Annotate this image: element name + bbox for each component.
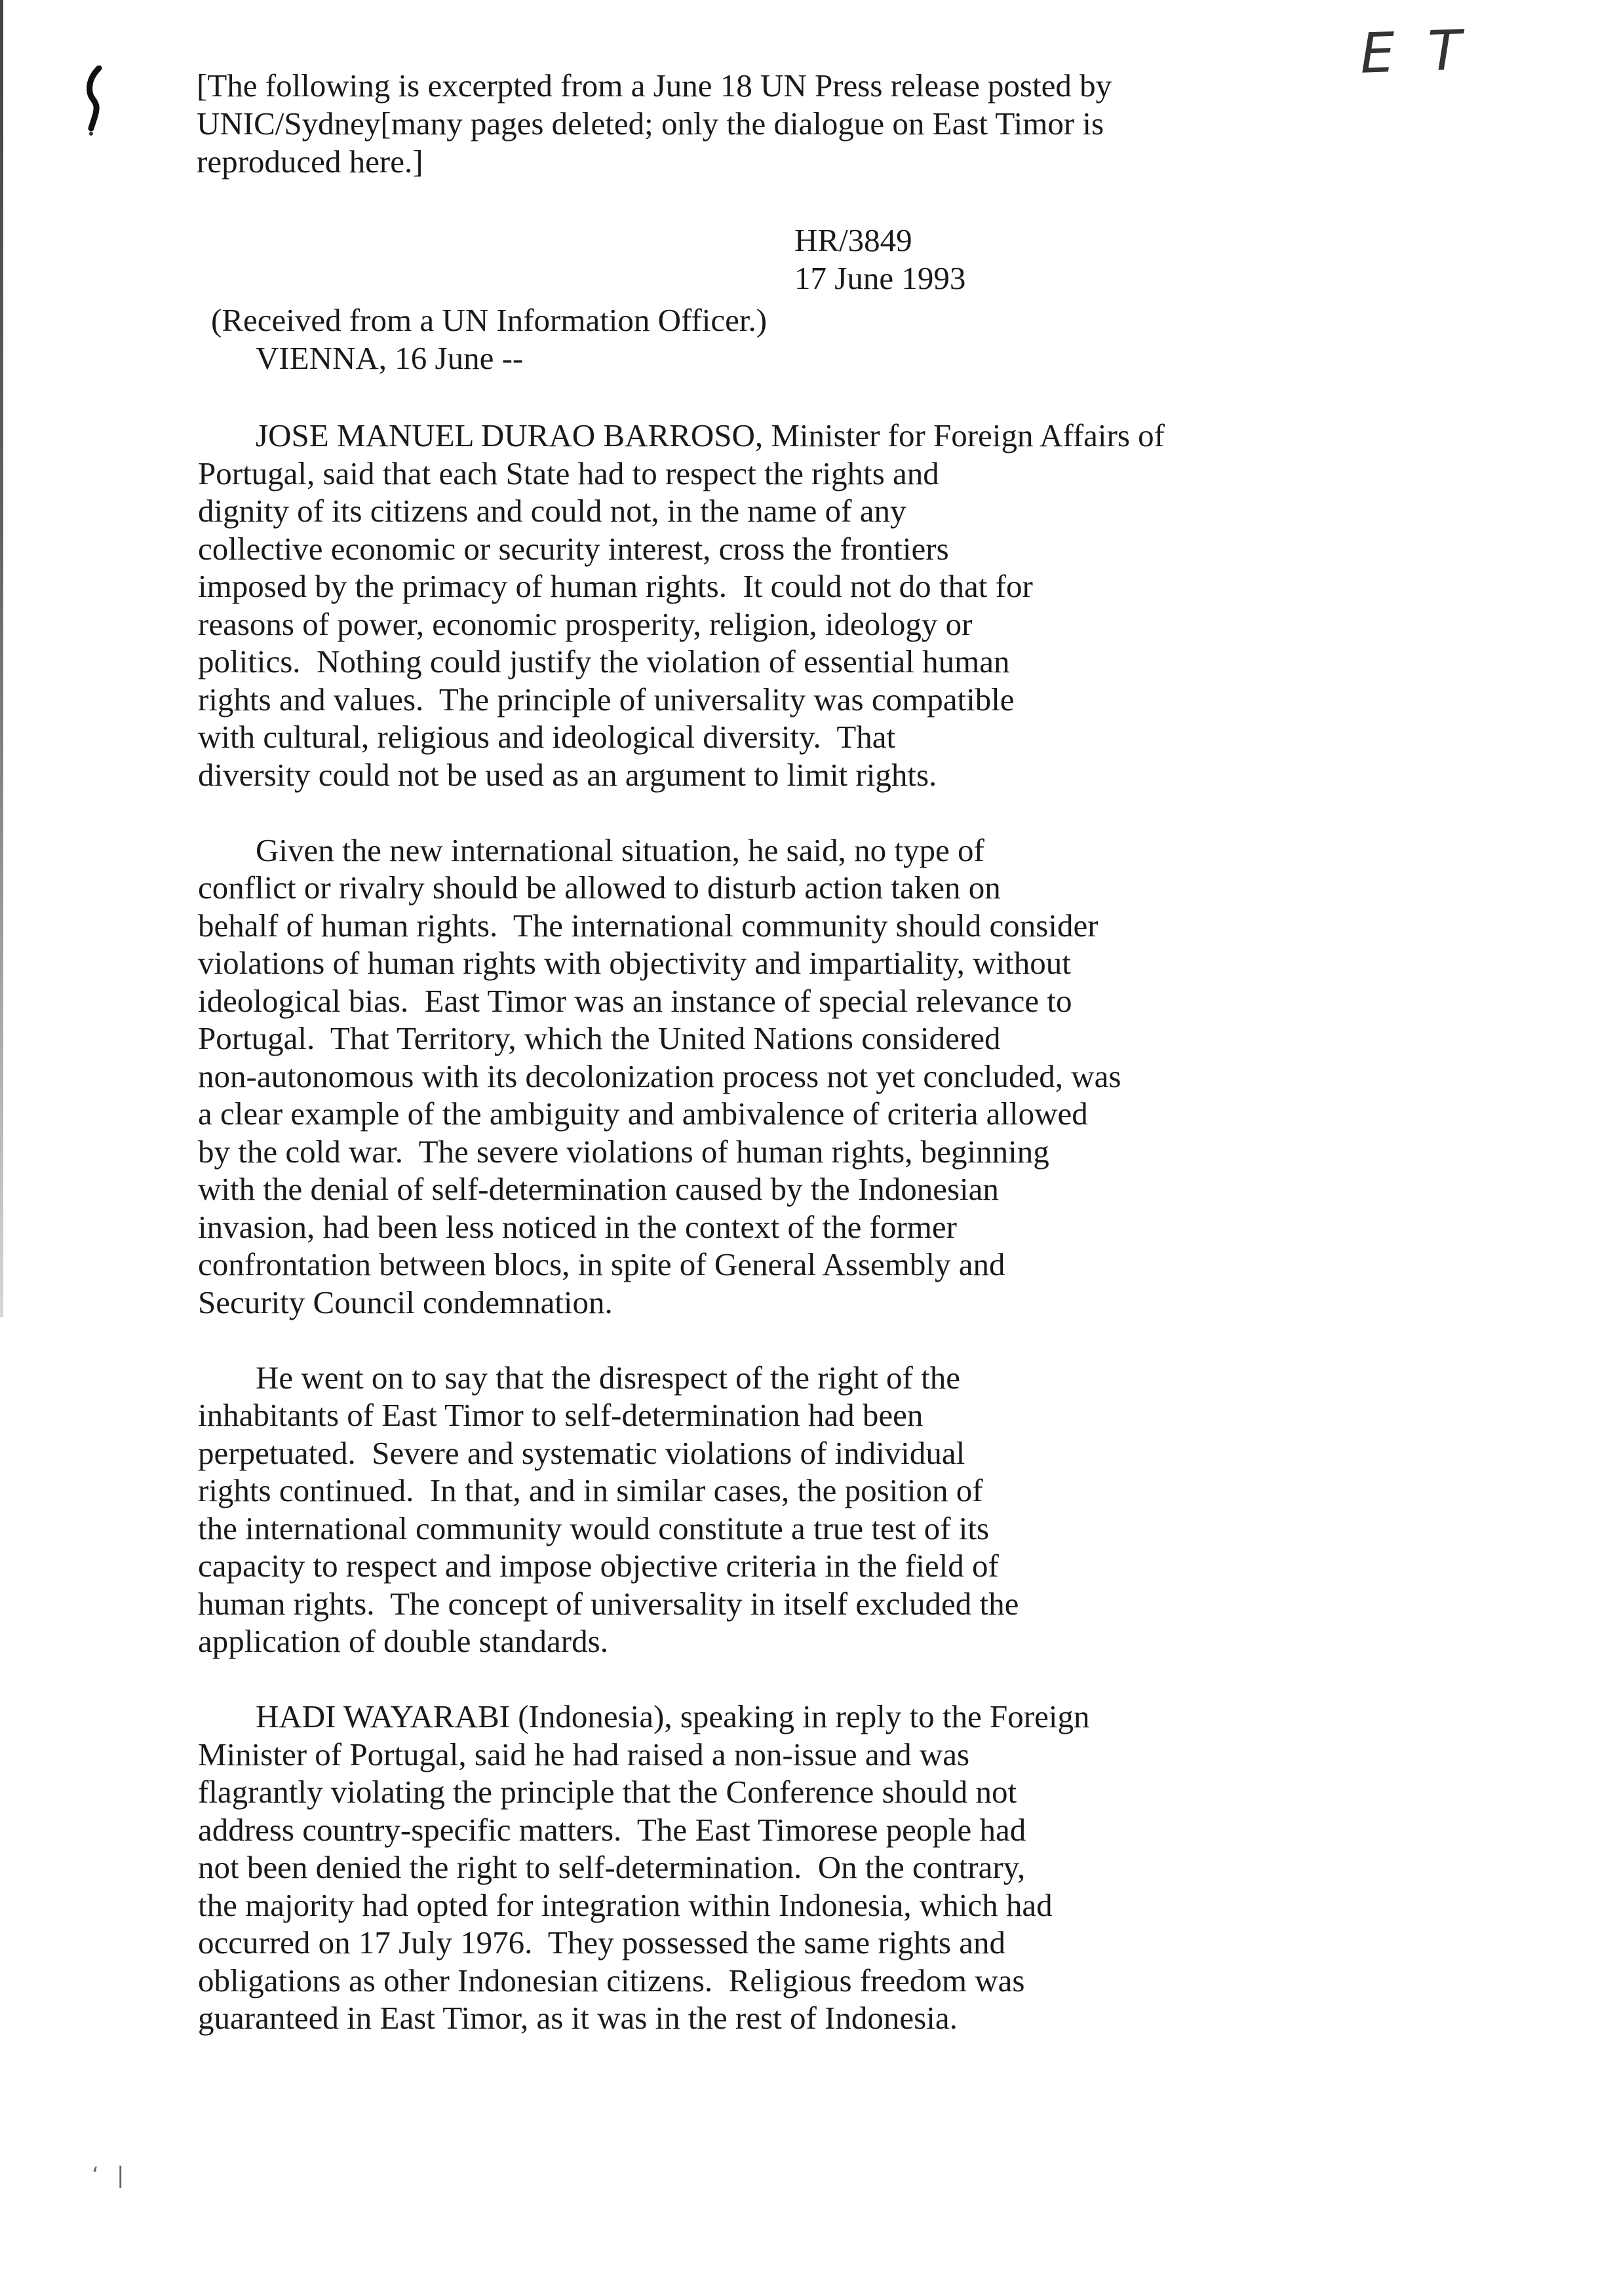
paragraph-line: rights and values. The principle of universality was compatible <box>198 681 1015 718</box>
paragraph-line: human rights. The concept of universality in itself excluded the <box>198 1585 1019 1622</box>
article-body <box>198 417 1286 2075</box>
paragraph-line: address country-specific matters. The East Timorese people had <box>198 1811 1026 1848</box>
received-note: (Received from a UN Information Officer.) <box>211 302 768 338</box>
intro-line: reproduced here.] <box>197 144 423 180</box>
paragraph-line: diversity could not be used as an argument to limit rights. <box>198 756 937 793</box>
paragraph-international-situation <box>198 832 1286 1322</box>
paragraph-line: dignity of its citizens and could not, in the name of any <box>198 493 906 529</box>
paragraph-line: Security Council condemnation. <box>198 1284 613 1320</box>
paragraph-line: violations of human rights with objectivity and impartiality, without <box>198 945 1071 981</box>
paragraph-line: flagrantly violating the principle that the Conference should not <box>198 1774 1017 1810</box>
paragraph-line: not been denied the right to self-determination. On the contrary, <box>198 1849 1026 1885</box>
paragraph-line: by the cold war. The severe violations of human rights, beginning <box>198 1133 1049 1170</box>
paragraph-line: the majority had opted for integration within Indonesia, which had <box>198 1886 1053 1923</box>
paragraph-line: non-autonomous with its decolonization process not yet concluded, was <box>198 1058 1121 1094</box>
scan-artifact-marks: ‘ | <box>92 2162 125 2189</box>
intro-line: [The following is excerpted from a June 18 UN Press release posted by <box>197 67 1112 104</box>
paragraph-line: with the denial of self-determination caused by the Indonesian <box>198 1171 999 1207</box>
paragraph-line: behalf of human rights. The international community should consider <box>198 907 1099 944</box>
ink-mark-icon <box>82 66 108 138</box>
reference-number: HR/3849 <box>794 222 912 258</box>
paragraph-line: inhabitants of East Timor to self-determination had been <box>198 1397 924 1433</box>
paragraph-line: He went on to say that the disrespect of the right of the <box>256 1359 960 1396</box>
paragraph-line: with cultural, religious and ideological diversity. That <box>198 719 896 755</box>
reference-date: 17 June 1993 <box>794 260 966 296</box>
paragraph-line: Portugal. That Territory, which the United Nations considered <box>198 1020 1001 1056</box>
paragraph-line: rights continued. In that, and in similar cases, the position of <box>198 1472 983 1508</box>
handwritten-margin-note: E T <box>1359 18 1471 86</box>
scan-edge-line <box>0 0 3 1317</box>
reference-block <box>794 221 965 297</box>
paragraph-line: obligations as other Indonesian citizens. Religious freedom was <box>198 1962 1025 1999</box>
paragraph-line: conflict or rivalry should be allowed to disturb action taken on <box>198 870 1001 906</box>
paragraph-line: guaranteed in East Timor, as it was in the rest of Indonesia. <box>198 2000 958 2036</box>
paragraph-line: the international community would constitute a true test of its <box>198 1510 990 1546</box>
paragraph-line: perpetuated. Severe and systematic violations of individual <box>198 1434 965 1471</box>
paragraph-self-determination <box>198 1359 1286 1660</box>
paragraph-line: Portugal, said that each State had to respect the rights and <box>198 455 939 491</box>
paragraph-line: Given the new international situation, he said, no type of <box>256 832 984 868</box>
paragraph-line: invasion, had been less noticed in the context of the former <box>198 1208 957 1245</box>
paragraph-line: politics. Nothing could justify the violation of essential human <box>198 643 1010 679</box>
dateline: VIENNA, 16 June -- <box>256 340 524 376</box>
paragraph-line: application of double standards. <box>198 1623 608 1659</box>
paragraph-line: capacity to respect and impose objective criteria in the field of <box>198 1548 999 1584</box>
paragraph-line: occurred on 17 July 1976. They possessed the same rights and <box>198 1924 1006 1961</box>
paragraph-line: imposed by the primacy of human rights. It could not do that for <box>198 568 1033 604</box>
intro-line: UNIC/Sydney[many pages deleted; only the dialogue on East Timor is <box>197 105 1104 142</box>
paragraph-barroso <box>198 417 1286 794</box>
intro-note <box>197 67 1219 181</box>
paragraph-line: collective economic or security interest, cross the frontiers <box>198 530 949 567</box>
paragraph-line: reasons of power, economic prosperity, religion, ideology or <box>198 605 973 642</box>
paragraph-line: ideological bias. East Timor was an instance of special relevance to <box>198 982 1072 1019</box>
paragraph-line: JOSE MANUEL DURAO BARROSO, Minister for Foreign Affairs of <box>256 417 1165 453</box>
paragraph-line: a clear example of the ambiguity and ambivalence of criteria allowed <box>198 1096 1088 1132</box>
paragraph-line: Minister of Portugal, said he had raised a non-issue and was <box>198 1736 970 1772</box>
paragraph-wayarabi <box>198 1698 1286 2037</box>
paragraph-line: HADI WAYARABI (Indonesia), speaking in reply to the Foreign <box>256 1698 1090 1734</box>
paragraph-line: confrontation between blocs, in spite of General Assembly and <box>198 1246 1005 1282</box>
